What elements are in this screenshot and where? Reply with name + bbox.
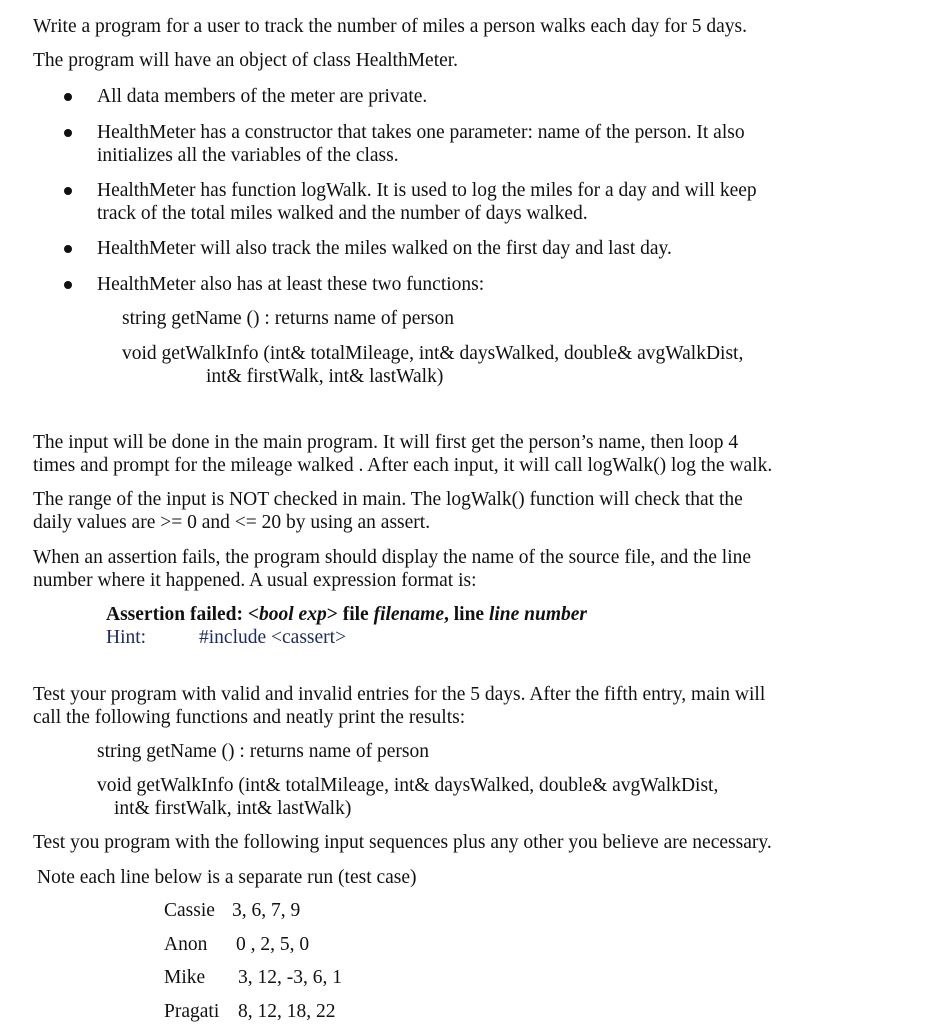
- range-para-line-2: daily values are >= 0 and <= 20 by using an assert.: [33, 512, 431, 533]
- bullet-5: HealthMeter also has at least these two functions:: [97, 274, 485, 295]
- bullet-dot: [64, 281, 72, 289]
- hint-code: #include <cassert>: [199, 627, 347, 648]
- bullet-4: HealthMeter will also track the miles walked on the first day and last day.: [97, 238, 672, 259]
- getwalkinfo-signature-line-2: int& firstWalk, int& lastWalk): [206, 366, 444, 387]
- assertion-format-part: bool exp: [259, 604, 327, 625]
- getwalkinfo-signature-2-line-1: void getWalkInfo (int& totalMileage, int& daysWalked, double& avgWalkDist,: [97, 775, 719, 796]
- getname-signature: string getName () : returns name of person: [122, 308, 454, 329]
- test-case-name: Anon: [164, 934, 208, 955]
- bullet-dot: [64, 93, 72, 101]
- test-case-name: Cassie: [164, 900, 215, 921]
- test-cases-note: Note each line below is a separate run (test case): [37, 867, 417, 888]
- getwalkinfo-signature-2-line-2: int& firstWalk, int& lastWalk): [114, 798, 352, 819]
- assertion-format-part: , line: [443, 604, 489, 625]
- bullet-dot: [64, 187, 72, 195]
- test-case-values: 8, 12, 18, 22: [238, 1001, 336, 1022]
- test-case-name: Pragati: [164, 1001, 220, 1022]
- getwalkinfo-signature-line-1: void getWalkInfo (int& totalMileage, int& daysWalked, double& avgWalkDist,: [122, 343, 744, 364]
- assertion-format-part: line number: [488, 604, 588, 625]
- test-para-line-2: call the following functions and neatly print the results:: [33, 707, 466, 728]
- assertion-format-part: Assertion failed: <: [106, 604, 260, 625]
- bullet-3-line-2: track of the total miles walked and the number of days walked.: [97, 203, 588, 224]
- assertion-format-part: filename: [373, 604, 444, 625]
- test-case-values: 3, 6, 7, 9: [232, 900, 301, 921]
- bullet-3-line-1: HealthMeter has function logWalk. It is used to log the miles for a day and will keep: [97, 180, 757, 201]
- intro-line-2: The program will have an object of class HealthMeter.: [33, 50, 459, 71]
- test-case-values: 3, 12, -3, 6, 1: [238, 967, 342, 988]
- range-para-line-1: The range of the input is NOT checked in main. The logWalk() function will check that the: [33, 489, 743, 510]
- input-para-line-1: The input will be done in the main program. It will first get the person’s name, then loop 4: [33, 432, 739, 453]
- assert-para-line-1: When an assertion fails, the program should display the name of the source file, and the line: [33, 547, 752, 568]
- test-case-values: 0 , 2, 5, 0: [236, 934, 310, 955]
- input-para-line-2: times and prompt for the mileage walked . After each input, it will call logWalk() log the walk.: [33, 455, 773, 476]
- bullet-1: All data members of the meter are private.: [97, 86, 428, 107]
- assert-para-line-2: number where it happened. A usual expression format is:: [33, 570, 477, 591]
- hint-label: Hint:: [106, 627, 147, 648]
- assertion-format-part: > file: [326, 604, 374, 625]
- bullet-dot: [64, 129, 72, 137]
- test-para-line-1: Test your program with valid and invalid entries for the 5 days. After the fifth entry, main will: [33, 684, 766, 705]
- assertion-format: [106, 603, 587, 626]
- test-case-name: Mike: [164, 967, 206, 988]
- intro-line-1: Write a program for a user to track the number of miles a person walks each day for 5 days.: [33, 16, 747, 37]
- bullet-dot: [64, 245, 72, 253]
- getname-signature-2: string getName () : returns name of person: [97, 741, 429, 762]
- bullet-2-line-2: initializes all the variables of the class.: [97, 145, 399, 166]
- test-sequences-intro: Test you program with the following input sequences plus any other you believe are necessary.: [33, 832, 772, 853]
- bullet-2-line-1: HealthMeter has a constructor that takes one parameter: name of the person. It also: [97, 122, 745, 143]
